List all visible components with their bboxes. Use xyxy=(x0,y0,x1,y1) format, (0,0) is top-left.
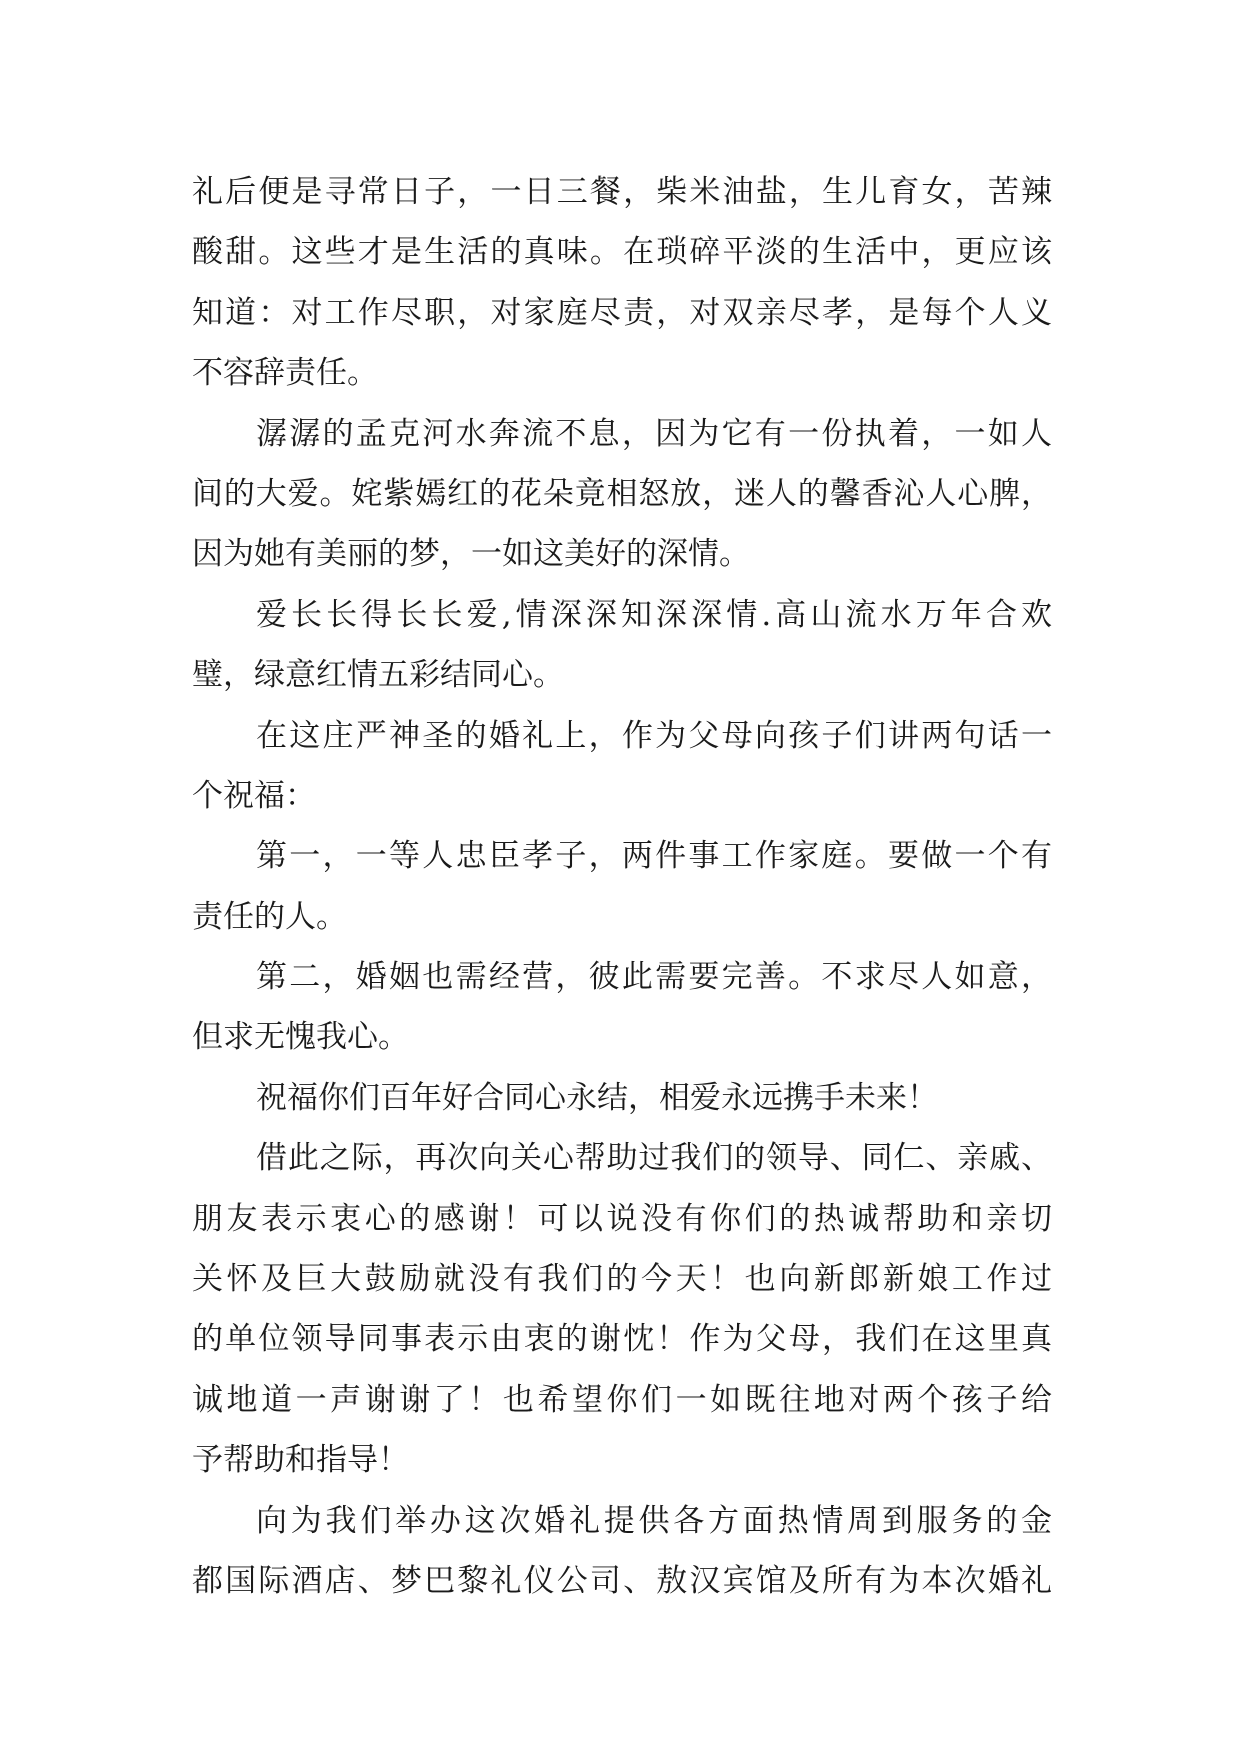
text-line: 璧，绿意红情五彩结同心。 xyxy=(192,657,564,694)
text-line: 酸甜。这些才是生活的真味。在琐碎平淡的生活中，更应该 xyxy=(192,234,1052,271)
text-line: 爱长长得长长爱,情深深知深深情.高山流水万年合欢 xyxy=(256,596,1052,633)
text-line: 向为我们举办这次婚礼提供各方面热情周到服务的金 xyxy=(256,1502,1052,1539)
text-line: 借此之际，再次向关心帮助过我们的领导、同仁、亲戚、 xyxy=(256,1140,1052,1177)
text-line: 但求无愧我心。 xyxy=(192,1019,409,1056)
text-line: 责任的人。 xyxy=(192,898,347,935)
text-line: 第二，婚姻也需经营，彼此需要完善。不求尽人如意， xyxy=(256,959,1052,996)
text-line: 知道：对工作尽职，对家庭尽责，对双亲尽孝，是每个人义 xyxy=(192,294,1052,331)
text-line: 诚地道一声谢谢了！也希望你们一如既往地对两个孩子给 xyxy=(192,1381,1052,1418)
text-line: 祝福你们百年好合同心永结，相爱永远携手未来！ xyxy=(256,1079,938,1116)
text-line: 予帮助和指导！ xyxy=(192,1442,409,1479)
text-line: 第一，一等人忠臣孝子，两件事工作家庭。要做一个有 xyxy=(256,838,1052,875)
text-line: 个祝福： xyxy=(192,777,316,814)
text-line: 的单位领导同事表示由衷的谢忱！作为父母，我们在这里真 xyxy=(192,1321,1052,1358)
text-line: 关怀及巨大鼓励就没有我们的今天！也向新郎新娘工作过 xyxy=(192,1261,1052,1298)
text-line: 在这庄严神圣的婚礼上，作为父母向孩子们讲两句话一 xyxy=(256,717,1052,754)
text-line: 不容辞责任。 xyxy=(192,355,378,392)
text-line: 间的大爱。姹紫嫣红的花朵竟相怒放，迷人的馨香沁人心脾， xyxy=(192,475,1052,512)
body-text xyxy=(192,162,1052,1611)
text-line: 都国际酒店、梦巴黎礼仪公司、敖汉宾馆及所有为本次婚礼 xyxy=(192,1562,1052,1599)
text-line: 礼后便是寻常日子，一日三餐，柴米油盐，生儿育女，苦辣 xyxy=(192,174,1052,210)
text-line: 朋友表示衷心的感谢！可以说没有你们的热诚帮助和亲切 xyxy=(192,1200,1052,1237)
text-line: 潺潺的孟克河水奔流不息，因为它有一份执着，一如人 xyxy=(256,415,1052,452)
text-line: 因为她有美丽的梦，一如这美好的深情。 xyxy=(192,536,750,573)
